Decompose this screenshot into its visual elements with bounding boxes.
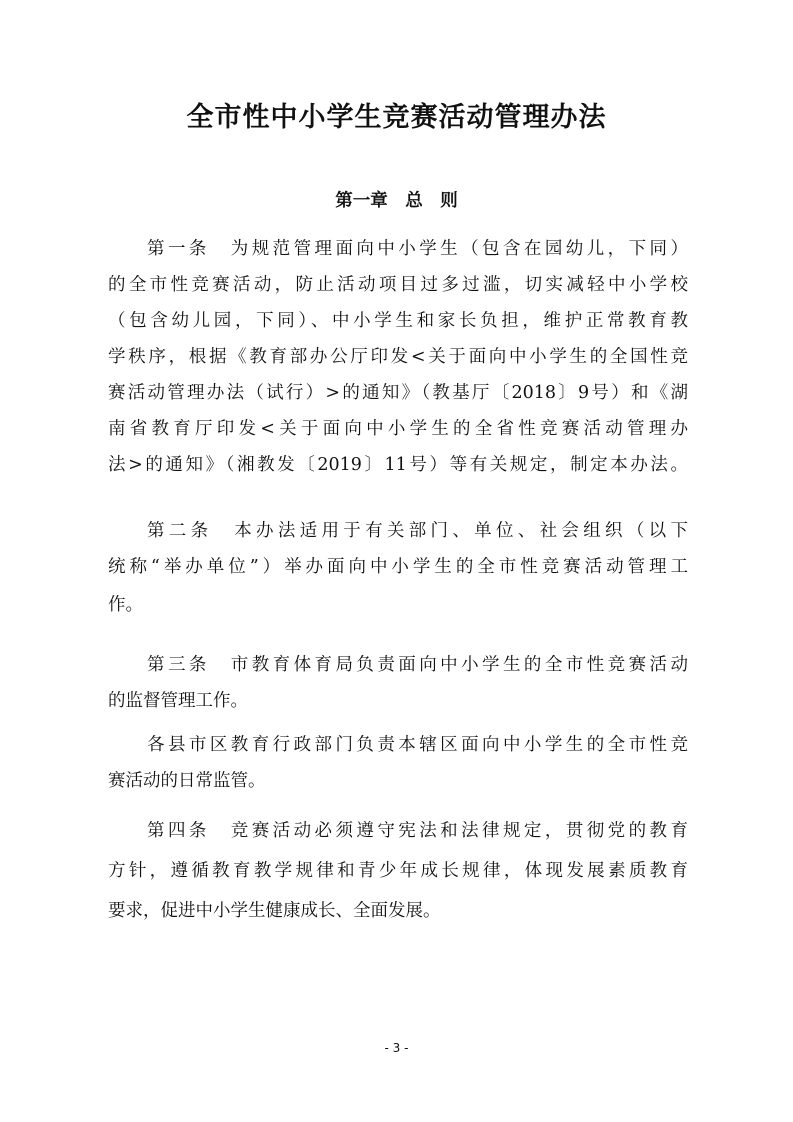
body-line: 各县市区教育行政部门负责本辖区面向中小学生的全市性竞 bbox=[147, 735, 688, 755]
body-line: （包含幼儿园，下同）、中小学生和家长负担，维护正常教育教 bbox=[108, 311, 688, 331]
body-line: 南省教育厅印发<关于面向中小学生的全省性竞赛活动管理办 bbox=[108, 419, 688, 439]
body-line: 作。 bbox=[108, 595, 143, 615]
body-line: 的监督管理工作。 bbox=[108, 691, 248, 711]
body-line: 第一条 为规范管理面向中小学生（包含在园幼儿，下同） bbox=[147, 239, 688, 259]
body-line: 法>的通知》（湘教发〔2019〕11号）等有关规定，制定本办法。 bbox=[108, 455, 688, 475]
document-title: 全市性中小学生竞赛活动管理办法 bbox=[186, 102, 607, 133]
body-line: 第二条 本办法适用于有关部门、单位、社会组织（以下 bbox=[147, 521, 688, 541]
body-line: 方针，遵循教育教学规律和青少年成长规律，体现发展素质教育 bbox=[108, 861, 688, 881]
body-line: 要求，促进中小学生健康成长、全面发展。 bbox=[108, 901, 441, 921]
body-line: 的全市性竞赛活动，防止活动项目过多过滥，切实减轻中小学校 bbox=[108, 275, 688, 295]
chapter-heading: 第一章 总 则 bbox=[335, 191, 458, 211]
body-line: 统称“举办单位”）举办面向中小学生的全市性竞赛活动管理工 bbox=[108, 557, 688, 577]
page-number: - 3 - bbox=[384, 1041, 409, 1055]
body-line: 第三条 市教育体育局负责面向中小学生的全市性竞赛活动 bbox=[147, 655, 688, 675]
body-line: 学秩序，根据《教育部办公厅印发<关于面向中小学生的全国性竞 bbox=[108, 347, 688, 367]
body-line: 赛活动管理办法（试行）>的通知》（教基厅〔2018〕9号）和《湖 bbox=[108, 383, 688, 403]
body-line: 第四条 竞赛活动必须遵守宪法和法律规定，贯彻党的教育 bbox=[147, 821, 688, 841]
body-line: 赛活动的日常监管。 bbox=[108, 771, 266, 791]
